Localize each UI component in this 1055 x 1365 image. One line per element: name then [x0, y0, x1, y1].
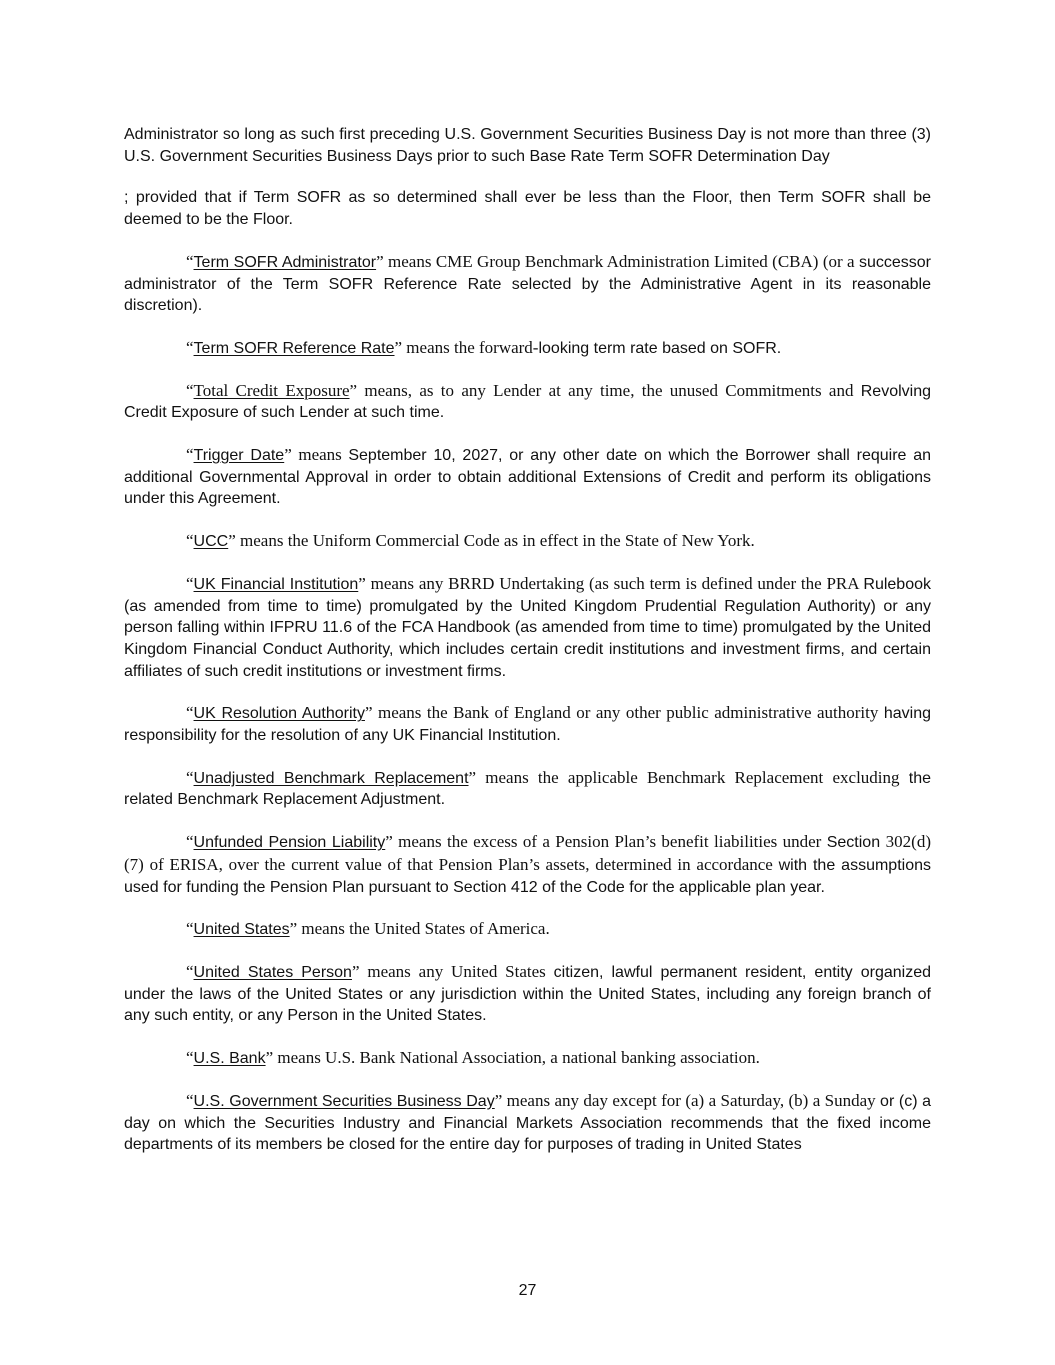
- paragraph-text: ” means U.S. Bank National Association, a national banking association.: [265, 1048, 760, 1068]
- paragraph-ucc: [124, 530, 931, 553]
- paragraph-text: September 10, 2027, or any other date on which the Borrower shall require an additional Governmental Approval in order to obtain additional Extensions of Credit and perform its obligations under this Agreement.: [124, 447, 932, 508]
- defined-term: United States: [193, 921, 290, 939]
- paragraph-term-sofr-administrator: [124, 251, 931, 317]
- paragraph-term-sofr-reference-rate: [124, 337, 931, 360]
- paragraph-text: Section: [826, 834, 886, 852]
- paragraph-text: ” means any BRRD Undertaking (as such term is defined under the PRA: [358, 573, 864, 593]
- paragraph-proviso: [124, 187, 931, 230]
- paragraph-total-credit-exposure: [124, 380, 931, 424]
- paragraph-unadjusted-benchmark-replacement: [124, 767, 931, 811]
- paragraph-text: Rulebook (as amended from time to time) promulgated by the United Kingdom Prudential Regulation Authority) or any person falling within IFPRU 11.6 of the FCA Handbook (as amended from time to time) promulgated by the United Kingdom Financial Conduct Authority, which includes certain credit institutions and investment firms, and certain affiliates of such credit institutions or investment firms.: [124, 575, 931, 680]
- paragraph-text: “: [186, 531, 194, 551]
- paragraph-text: Revolving Credit Exposure of such Lender at such time.: [124, 382, 931, 422]
- paragraph-text: “: [186, 337, 194, 357]
- paragraph-text: “: [186, 1090, 194, 1110]
- defined-term: U.S. Bank: [193, 1050, 266, 1068]
- paragraph-continuation: [124, 124, 931, 167]
- paragraph-unfunded-pension-liability: [124, 831, 931, 898]
- document-body: [124, 124, 931, 1156]
- paragraph-uk-resolution-authority: [124, 702, 931, 746]
- paragraph-text: ” means the excess of a Pension Plan’s benefit liabilities under: [385, 832, 827, 852]
- defined-term: UCC: [193, 533, 229, 551]
- paragraph-text: “: [186, 832, 194, 852]
- paragraph-text: or (c) a day on which the Securities Industry and Financial Markets Association recommends that the fixed income departments of its members be closed for the entire day for purposes of trading in United States: [124, 1092, 932, 1154]
- paragraph-text: “: [186, 573, 194, 593]
- paragraph-text: looking term rate based on SOFR.: [538, 339, 782, 357]
- paragraph-text: “: [186, 767, 194, 787]
- paragraph-text: “: [186, 919, 194, 939]
- paragraph-text: ” means the forward-: [394, 337, 539, 357]
- paragraph-us-government-securities-business-day: [124, 1090, 931, 1156]
- paragraph-us-bank: [124, 1047, 931, 1070]
- paragraph-text: ” means the United States of America.: [289, 919, 550, 939]
- defined-term: United States Person: [193, 963, 352, 981]
- paragraph-text: “: [186, 251, 194, 271]
- paragraph-text: “: [186, 445, 194, 465]
- paragraph-text: ” means: [284, 445, 349, 465]
- defined-term: Unfunded Pension Liability: [193, 834, 386, 852]
- paragraph-text: ” means the Uniform Commercial Code as in effect in the State of New York.: [228, 531, 755, 551]
- paragraph-text: citizen, lawful permanent resident, entity organized under the laws of the United States or any jurisdiction within the United States, including any foreign branch of any such entity, or any Person in the United States.: [124, 963, 931, 1025]
- paragraph-text: ” means the applicable Benchmark Replacement excluding: [468, 767, 909, 787]
- page-number: 27: [518, 1282, 537, 1299]
- defined-term: Total Credit Exposure: [193, 380, 350, 400]
- paragraph-text: ” means the Bank of England or any other public administrative authority: [364, 703, 884, 723]
- paragraph-text: ” means CME Group Benchmark Administration Limited (CBA) (or a: [376, 251, 859, 271]
- defined-term: UK Resolution Authority: [193, 705, 365, 723]
- paragraph-trigger-date: [124, 444, 931, 510]
- paragraph-text: successor administrator of the Term SOFR Reference Rate selected by the Administrative Agent in its reasonable discretion).: [124, 253, 932, 315]
- defined-term: Term SOFR Reference Rate: [193, 339, 395, 357]
- paragraph-text: ; provided that if Term SOFR as so determined shall ever be less than the Floor, then Term SOFR shall be deemed to be the Floor.: [124, 189, 931, 229]
- defined-term: Term SOFR Administrator: [193, 253, 377, 271]
- paragraph-uk-financial-institution: [124, 573, 931, 683]
- document-page: [124, 124, 931, 1176]
- defined-term: U.S. Government Securities Business Day: [193, 1092, 495, 1110]
- paragraph-text: 302(d)(7) of ERISA, over the current value of that Pension Plan’s assets, determined in accordance: [124, 832, 931, 874]
- defined-term: Trigger Date: [193, 447, 285, 465]
- paragraph-text: having responsibility for the resolution of any UK Financial Institution.: [124, 705, 931, 745]
- paragraph-text: with the assumptions used for funding the Pension Plan pursuant to Section 412 of the Code for the applicable plan year.: [124, 856, 931, 896]
- paragraph-text: Administrator so long as such first preceding U.S. Government Securities Business Day is not more than three (3) U.S. Government Securities Business Days prior to such Base Rate Term SOFR Determination Day: [124, 126, 931, 165]
- paragraph-text: the related Benchmark Replacement Adjustment.: [124, 769, 931, 809]
- paragraph-text: “: [186, 1048, 194, 1068]
- paragraph-text: ” means any day except for (a) a Saturday, (b) a Sunday: [494, 1090, 881, 1110]
- defined-term: UK Financial Institution: [193, 575, 359, 593]
- paragraph-text: ” means, as to any Lender at any time, the unused Commitments and: [349, 380, 861, 400]
- paragraph-text: “: [186, 703, 194, 723]
- paragraph-united-states-person: [124, 961, 931, 1027]
- paragraph-text: “: [186, 961, 194, 981]
- paragraph-text: “: [186, 380, 194, 400]
- paragraph-united-states: [124, 918, 931, 941]
- defined-term: Unadjusted Benchmark Replacement: [193, 769, 469, 787]
- paragraph-text: ” means any United States: [351, 961, 554, 981]
